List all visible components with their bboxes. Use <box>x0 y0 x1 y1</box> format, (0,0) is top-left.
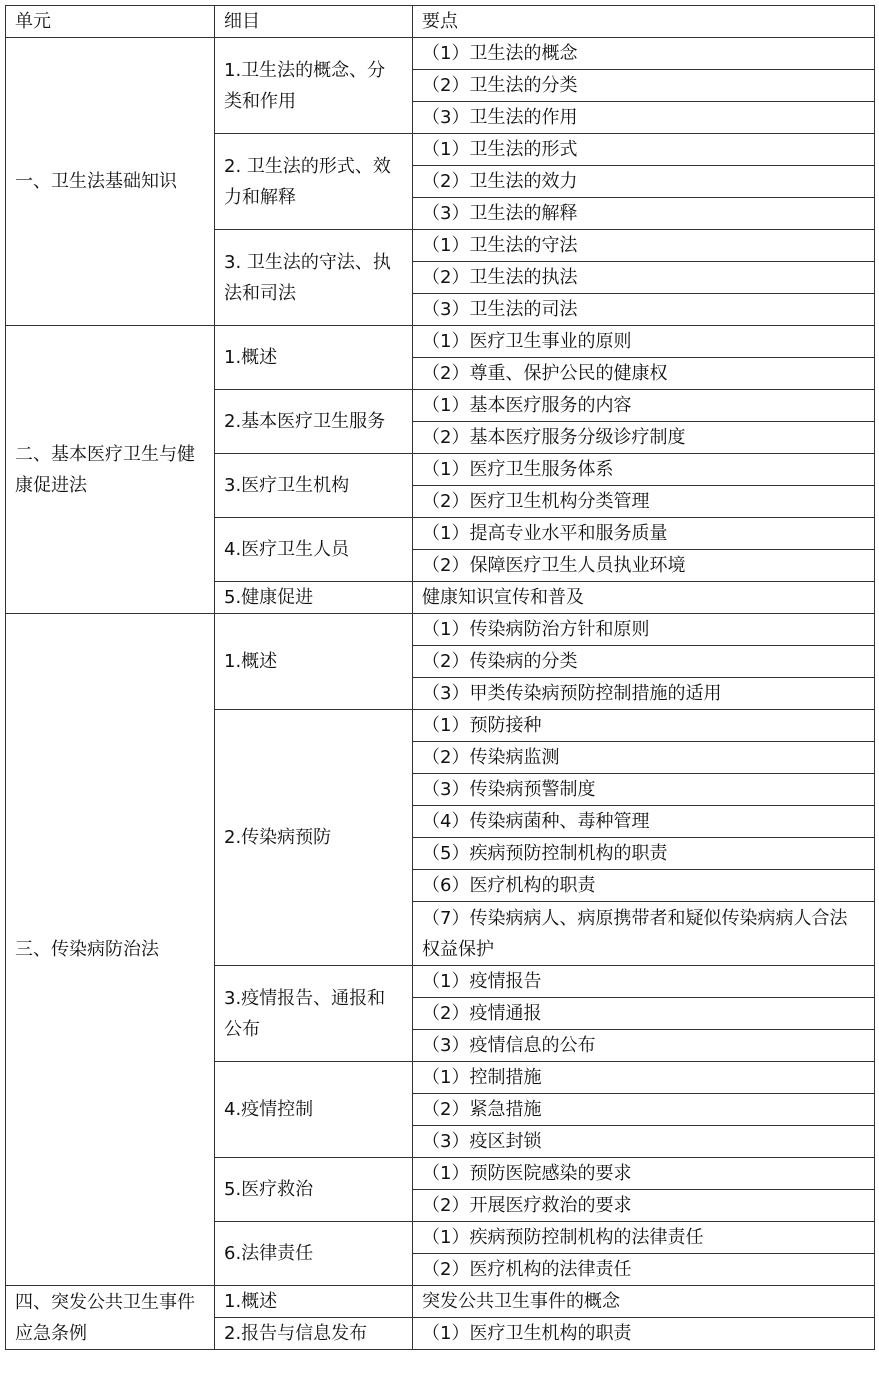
point-cell: （1）控制措施 <box>413 1062 875 1094</box>
point-cell: （2）卫生法的执法 <box>413 262 875 294</box>
point-cell: （1）预防接种 <box>413 710 875 742</box>
item-cell: 1.概述 <box>215 326 413 390</box>
syllabus-table <box>5 5 875 1350</box>
point-cell: （3）卫生法的解释 <box>413 198 875 230</box>
point-cell: （1）疫情报告 <box>413 966 875 998</box>
table-row <box>6 1286 875 1318</box>
item-cell: 4.医疗卫生人员 <box>215 518 413 582</box>
point-cell: （3）卫生法的司法 <box>413 294 875 326</box>
point-cell: （2）医疗机构的法律责任 <box>413 1254 875 1286</box>
point-cell: （1）基本医疗服务的内容 <box>413 390 875 422</box>
item-cell: 1.概述 <box>215 1286 413 1318</box>
header-item: 细目 <box>215 6 413 38</box>
point-cell: （1）医疗卫生机构的职责 <box>413 1318 875 1350</box>
item-cell: 6.法律责任 <box>215 1222 413 1286</box>
point-cell: （2）保障医疗卫生人员执业环境 <box>413 550 875 582</box>
item-cell: 1.概述 <box>215 614 413 710</box>
item-cell: 3.疫情报告、通报和公布 <box>215 966 413 1062</box>
point-cell: （3）传染病预警制度 <box>413 774 875 806</box>
point-cell: （2）开展医疗救治的要求 <box>413 1190 875 1222</box>
item-cell: 3.医疗卫生机构 <box>215 454 413 518</box>
point-cell: （1）卫生法的守法 <box>413 230 875 262</box>
point-cell: 突发公共卫生事件的概念 <box>413 1286 875 1318</box>
point-cell: （7）传染病病人、病原携带者和疑似传染病病人合法权益保护 <box>413 902 875 966</box>
syllabus-body <box>6 38 875 1350</box>
unit-cell: 一、卫生法基础知识 <box>6 38 215 326</box>
header-row <box>6 6 875 38</box>
point-cell: （1）预防医院感染的要求 <box>413 1158 875 1190</box>
point-cell: （3）疫情信息的公布 <box>413 1030 875 1062</box>
table-row <box>6 614 875 646</box>
point-cell: （2）卫生法的分类 <box>413 70 875 102</box>
item-cell: 3. 卫生法的守法、执法和司法 <box>215 230 413 326</box>
unit-cell: 二、基本医疗卫生与健康促进法 <box>6 326 215 614</box>
point-cell: （2）医疗卫生机构分类管理 <box>413 486 875 518</box>
item-cell: 4.疫情控制 <box>215 1062 413 1158</box>
table-row <box>6 38 875 70</box>
point-cell: （1）提高专业水平和服务质量 <box>413 518 875 550</box>
point-cell: （1）卫生法的概念 <box>413 38 875 70</box>
point-cell: （1）疾病预防控制机构的法律责任 <box>413 1222 875 1254</box>
item-cell: 2. 卫生法的形式、效力和解释 <box>215 134 413 230</box>
item-cell: 2.传染病预防 <box>215 710 413 966</box>
point-cell: （1）医疗卫生事业的原则 <box>413 326 875 358</box>
point-cell: （1）卫生法的形式 <box>413 134 875 166</box>
point-cell: （3）卫生法的作用 <box>413 102 875 134</box>
point-cell: 健康知识宣传和普及 <box>413 582 875 614</box>
point-cell: （1）传染病防治方针和原则 <box>413 614 875 646</box>
header-points: 要点 <box>413 6 875 38</box>
item-cell: 1.卫生法的概念、分类和作用 <box>215 38 413 134</box>
item-cell: 2.基本医疗卫生服务 <box>215 390 413 454</box>
point-cell: （1）医疗卫生服务体系 <box>413 454 875 486</box>
item-cell: 2.报告与信息发布 <box>215 1318 413 1350</box>
point-cell: （2）基本医疗服务分级诊疗制度 <box>413 422 875 454</box>
point-cell: （2）传染病监测 <box>413 742 875 774</box>
point-cell: （3）疫区封锁 <box>413 1126 875 1158</box>
point-cell: （3）甲类传染病预防控制措施的适用 <box>413 678 875 710</box>
header-unit: 单元 <box>6 6 215 38</box>
table-row <box>6 326 875 358</box>
point-cell: （2）卫生法的效力 <box>413 166 875 198</box>
point-cell: （5）疾病预防控制机构的职责 <box>413 838 875 870</box>
unit-cell: 四、突发公共卫生事件应急条例 <box>6 1286 215 1350</box>
item-cell: 5.健康促进 <box>215 582 413 614</box>
point-cell: （2）疫情通报 <box>413 998 875 1030</box>
item-cell: 5.医疗救治 <box>215 1158 413 1222</box>
point-cell: （2）紧急措施 <box>413 1094 875 1126</box>
point-cell: （4）传染病菌种、毒种管理 <box>413 806 875 838</box>
point-cell: （2）传染病的分类 <box>413 646 875 678</box>
point-cell: （2）尊重、保护公民的健康权 <box>413 358 875 390</box>
unit-cell: 三、传染病防治法 <box>6 614 215 1286</box>
point-cell: （6）医疗机构的职责 <box>413 870 875 902</box>
